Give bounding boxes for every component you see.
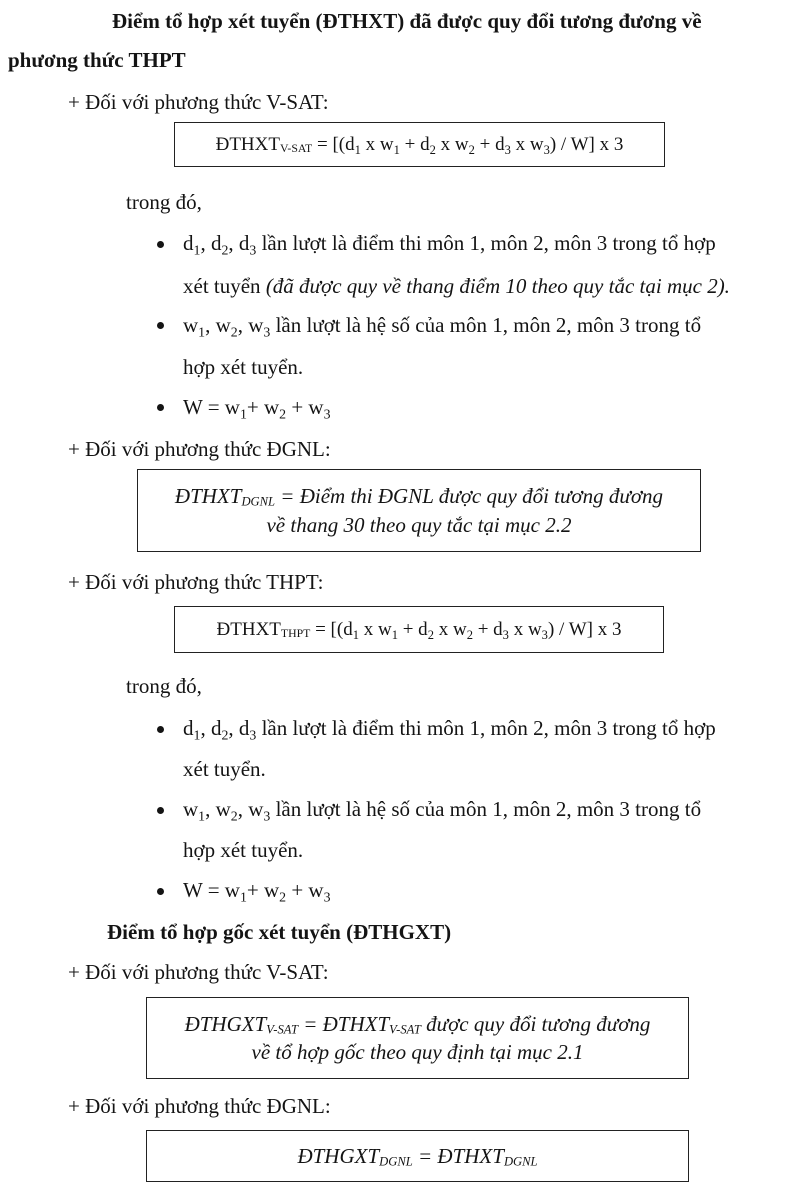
formula-box-dgnl <box>137 469 701 552</box>
bullet-icon <box>157 888 164 895</box>
intro-text-thpt: trong đó, <box>126 674 202 698</box>
bullet-w-thpt: $w_1$, $w_2$, $w_3$ lần lượt là hệ số của môn 1, môn 2, môn 3 trong tổ <box>183 797 702 824</box>
formula-thpt: ĐTHXTTHPT = [($d_1$ x $w_1 + d_2$ x $w_2 + d_3$ x $w_3) / W$] x 3 <box>216 618 622 642</box>
formula-goc-vsat-line1: ĐTHGXTV-SAT = ĐTHXTV-SAT được quy đổi tương đương <box>184 1011 651 1036</box>
formula-goc-dgnl: ĐTHGXTDGNL = ĐTHXTDGNL <box>297 1143 538 1169</box>
formula-box-goc-vsat <box>146 997 689 1079</box>
section-heading-dthxt-cont: phương thức THPT <box>8 48 186 72</box>
bullet-w-vsat-cont: hợp xét tuyển. <box>183 355 304 379</box>
bullet-W-vsat: $W = w_1+ w_2 + w_3$ <box>183 395 331 422</box>
formula-box-goc-dgnl <box>146 1130 689 1182</box>
method-label-goc-vsat: + Đối với phương thức V-SAT: <box>68 960 329 984</box>
bullet-icon <box>157 241 164 248</box>
intro-text-vsat: trong đó, <box>126 190 202 214</box>
section-heading-dthgxt: Điểm tổ hợp gốc xét tuyển (ĐTHGXT) <box>107 920 452 944</box>
formula-goc-vsat-line2: về tổ hợp gốc theo quy định tại mục 2.1 <box>251 1040 584 1064</box>
formula-box-vsat <box>174 122 665 167</box>
bullet-icon <box>157 807 164 814</box>
section-heading-dthxt: Điểm tổ hợp xét tuyển (ĐTHXT) đã được quy đổi tương đương về <box>112 9 702 33</box>
formula-box-thpt <box>174 606 664 653</box>
bullet-d-vsat: $d_1$, $d_2$, $d_3$ lần lượt là điểm thi môn 1, môn 2, môn 3 trong tổ hợp <box>183 231 716 258</box>
method-label-thpt: + Đối với phương thức THPT: <box>68 570 324 594</box>
bullet-w-vsat: $w_1$, $w_2$, $w_3$ lần lượt là hệ số của môn 1, môn 2, môn 3 trong tổ <box>183 313 702 340</box>
bullet-W-thpt: $W = w_1+ w_2 + w_3$ <box>183 878 331 905</box>
bullet-d-vsat-cont: xét tuyển (đã được quy về thang điểm 10 theo quy tắc tại mục 2). <box>183 274 730 298</box>
bullet-w-thpt-cont: hợp xét tuyển. <box>183 838 304 862</box>
method-label-goc-dgnl: + Đối với phương thức ĐGNL: <box>68 1094 331 1118</box>
method-label-dgnl: + Đối với phương thức ĐGNL: <box>68 437 331 461</box>
method-label-vsat: + Đối với phương thức V-SAT: <box>68 90 329 114</box>
formula-vsat: ĐTHXTV-SAT = [($d_1$ x $w_1 + d_2$ x $w_2 + d_3$ x $w_3) / W$] x 3 <box>215 133 624 157</box>
bullet-icon <box>157 726 164 733</box>
bullet-d-thpt-cont: xét tuyển. <box>183 757 266 781</box>
bullet-d-thpt: $d_1$, $d_2$, $d_3$ lần lượt là điểm thi môn 1, môn 2, môn 3 trong tổ hợp <box>183 716 716 743</box>
formula-dgnl-line2: về thang 30 theo quy tắc tại mục 2.2 <box>266 512 572 537</box>
bullet-icon <box>157 404 164 411</box>
bullet-icon <box>157 322 164 329</box>
formula-dgnl-line1: ĐTHXTDGNL = Điểm thi ĐGNL được quy đổi tương đương <box>174 484 664 509</box>
